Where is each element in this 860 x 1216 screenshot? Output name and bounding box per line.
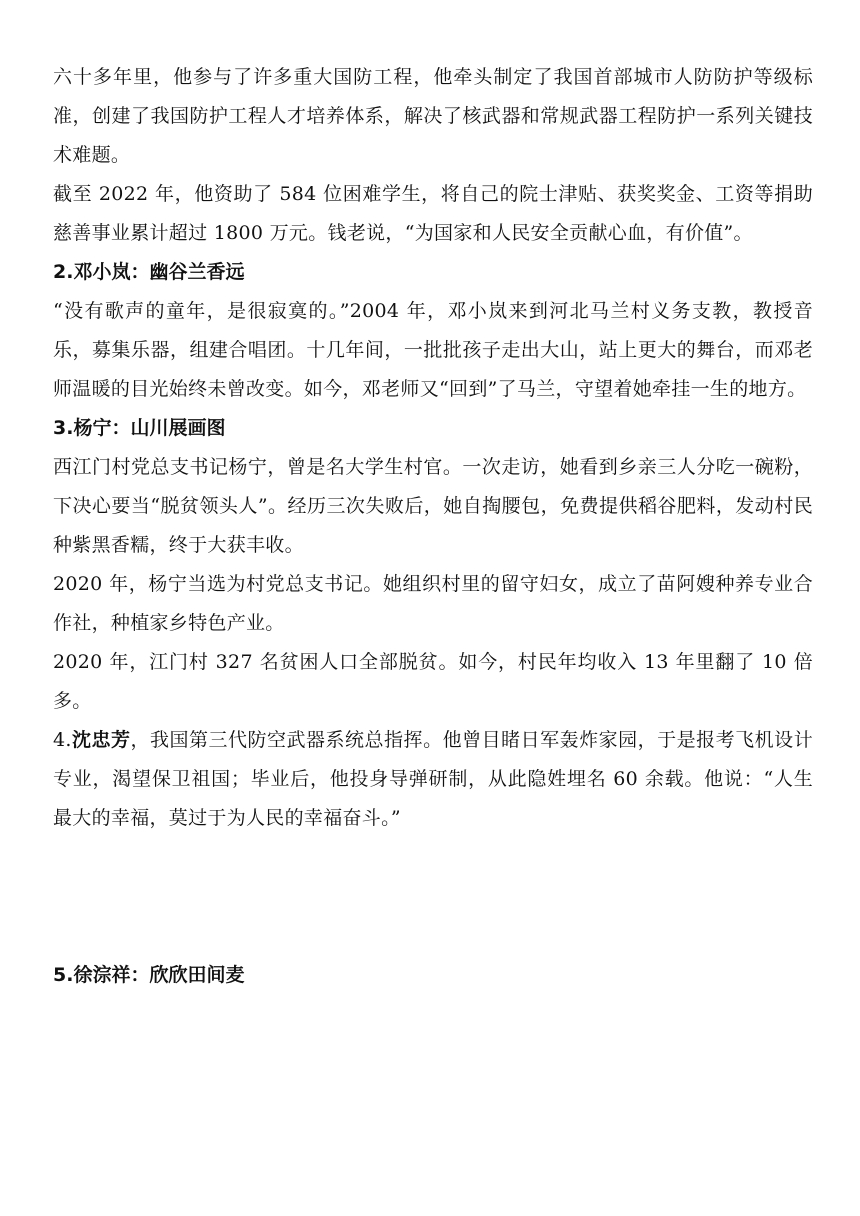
item-number: 4. xyxy=(53,729,72,751)
paragraph-yang-ning-3: 2020 年，江门村 327 名贫困人口全部脱贫。如今，村民年均收入 13 年里翻了 10 倍多。 xyxy=(53,651,813,712)
paragraph-deng-xiaolan: “没有歌声的童年，是很寂寞的。”2004 年，邓小岚来到河北马兰村义务支教，教授音乐，募集乐器，组建合唱团。十几年间，一批批孩子走出大山，站上更大的舞台，而邓老师温暖的目光始终未曾改变。如今，邓老师又“回到”了马兰，守望着她牵挂一生的地方。 xyxy=(53,300,813,400)
blank-space xyxy=(53,838,813,956)
document-page xyxy=(53,58,813,995)
heading-xu-congxiang: 5.徐淙祥：欣欣田间麦 xyxy=(53,964,245,986)
paragraph-qian-donation: 截至 2022 年，他资助了 584 位困难学生，将自己的院士津贴、获奖奖金、工资等捐助慈善事业累计超过 1800 万元。钱老说，“为国家和人民安全贡献心血，有价值”。 xyxy=(53,183,813,244)
person-name: 沈忠芳 xyxy=(71,729,131,751)
heading-deng-xiaolan: 2.邓小岚：幽谷兰香远 xyxy=(53,261,245,283)
paragraph-text: ，我国第三代防空武器系统总指挥。他曾目睹日军轰炸家园，于是报考飞机设计专业，渴望保卫祖国；毕业后，他投身导弹研制，从此隐姓埋名 60 余载。他说：“人生最大的幸福，莫过于为人民的幸福奋斗。” xyxy=(53,729,813,829)
paragraph-qian-achievements: 六十多年里，他参与了许多重大国防工程，他牵头制定了我国首部城市人防防护等级标准，创建了我国防护工程人才培养体系，解决了核武器和常规武器工程防护一系列关键技术难题。 xyxy=(53,66,813,166)
paragraph-yang-ning-1: 西江门村党总支书记杨宁，曾是名大学生村官。一次走访，她看到乡亲三人分吃一碗粉，下决心要当“脱贫领头人”。经历三次失败后，她自掏腰包，免费提供稻谷肥料，发动村民种紫黑香糯，终于大获丰收。 xyxy=(53,456,813,556)
paragraph-shen-zhongfang xyxy=(53,721,813,838)
paragraph-yang-ning-2: 2020 年，杨宁当选为村党总支书记。她组织村里的留守妇女，成立了苗阿嫂种养专业合作社，种植家乡特色产业。 xyxy=(53,573,813,634)
heading-yang-ning: 3.杨宁：山川展画图 xyxy=(53,417,226,439)
